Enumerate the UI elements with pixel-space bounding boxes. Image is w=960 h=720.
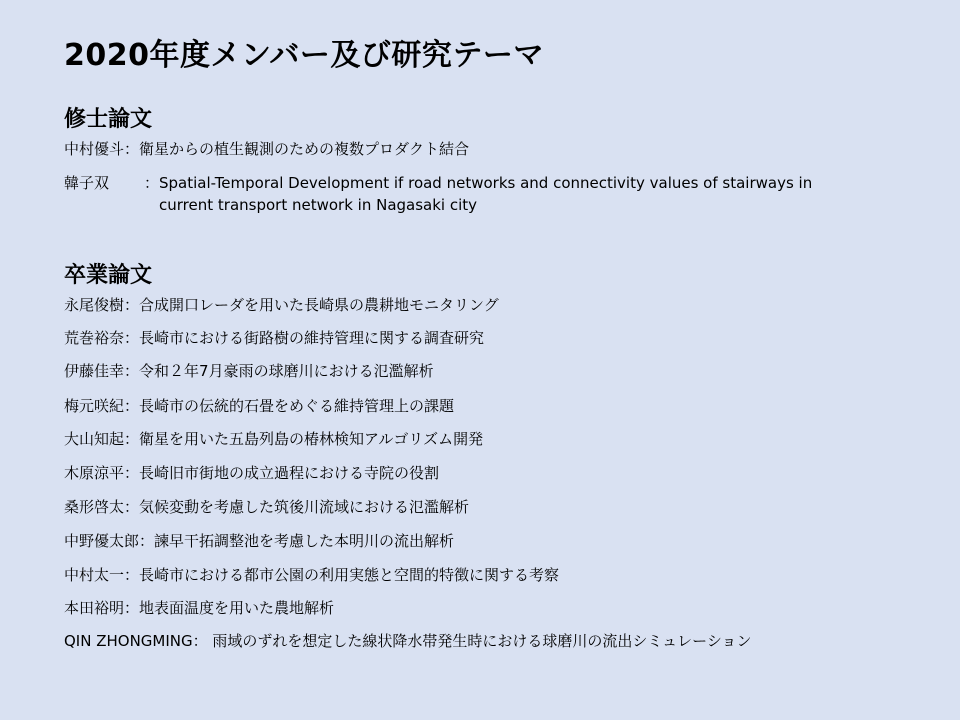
student-name: QIN ZHONGMING <box>64 632 193 650</box>
student-name: 大山知起 <box>64 430 125 448</box>
separator: ： <box>192 632 213 650</box>
separator: ： <box>124 464 140 482</box>
student-name: 本田裕明 <box>64 599 125 617</box>
bachelors-entry <box>64 496 469 518</box>
separator: ： <box>124 329 140 347</box>
research-topic: 雨域のずれを想定した線状降水帯発生時における球磨川の流出シミュレーション <box>212 632 752 650</box>
research-topic: 合成開口レーダを用いた長崎県の農耕地モニタリング <box>139 296 499 314</box>
masters-heading: 修士論文 <box>64 107 153 132</box>
student-name: 中村太一 <box>64 566 125 584</box>
masters-entry <box>64 172 849 216</box>
bachelors-entry <box>64 395 454 417</box>
research-topic: 長崎市における街路樹の維持管理に関する調査研究 <box>139 329 485 347</box>
bachelors-entry <box>64 530 454 552</box>
research-topic: 衛星からの植生観測のための複数プロダクト結合 <box>139 140 470 158</box>
research-topic: 長崎市の伝統的石畳をめぐる維持管理上の課題 <box>139 397 455 415</box>
bachelors-entry <box>64 428 483 450</box>
student-name: 韓子双 <box>64 174 110 192</box>
bachelors-heading: 卒業論文 <box>64 263 153 288</box>
bachelors-entry <box>64 462 439 484</box>
student-name: 伊藤佳幸 <box>64 362 125 380</box>
separator: ： <box>139 532 155 550</box>
separator: ： <box>144 174 160 192</box>
separator: ： <box>124 430 140 448</box>
bachelors-entry <box>64 630 752 652</box>
research-topic: 長崎市における都市公園の利用実態と空間的特徴に関する考察 <box>139 566 560 584</box>
research-topic: Spatial-Temporal Development if road networks and connectivity values of stairways in current transport network in Nagasaki city <box>159 174 813 214</box>
research-topic: 令和２年7月豪雨の球磨川における氾濫解析 <box>139 362 434 380</box>
research-topic: 地表面温度を用いた農地解析 <box>139 599 335 617</box>
separator: ： <box>124 498 140 516</box>
research-topic: 衛星を用いた五島列島の椿林検知アルゴリズム開発 <box>139 430 484 448</box>
separator: ： <box>124 296 140 314</box>
bachelors-entry <box>64 564 559 586</box>
bachelors-entry <box>64 360 434 382</box>
separator: ： <box>124 362 140 380</box>
bachelors-entry <box>64 327 484 349</box>
student-name: 中村優斗 <box>64 140 125 158</box>
student-name: 荒巻裕奈 <box>64 329 125 347</box>
research-topic: 諫早干拓調整池を考慮した本明川の流出解析 <box>154 532 455 550</box>
slide-title: 2020年度メンバー及び研究テーマ <box>64 38 544 73</box>
student-name: 桑形啓太 <box>64 498 125 516</box>
research-topic: 気候変動を考慮した筑後川流域における氾濫解析 <box>139 498 470 516</box>
separator: ： <box>124 140 140 158</box>
separator: ： <box>124 397 140 415</box>
bachelors-entry <box>64 597 334 619</box>
student-name: 中野優太郎 <box>64 532 140 550</box>
student-name: 梅元咲紀 <box>64 397 125 415</box>
bachelors-entry <box>64 294 499 316</box>
research-topic: 長崎旧市街地の成立過程における寺院の役割 <box>139 464 440 482</box>
student-name: 木原涼平 <box>64 464 125 482</box>
separator: ： <box>124 599 140 617</box>
masters-entry <box>64 138 469 160</box>
student-name: 永尾俊樹 <box>64 296 125 314</box>
separator: ： <box>124 566 140 584</box>
